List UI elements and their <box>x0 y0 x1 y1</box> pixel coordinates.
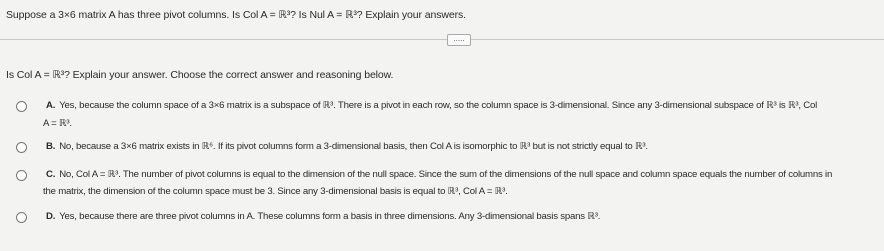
choice-b-letter: B. <box>46 141 56 152</box>
more-button[interactable]: ..... <box>447 34 471 46</box>
choice-a-text: Yes, because the column space of a 3×6 matrix is a subspace of ℝ³. There is a pivot in each row, so the column space is 3-dimensional. Since any 3-dimensional subspace of ℝ³ is ℝ³, Col <box>59 100 818 111</box>
choice-b-text: No, because a 3×6 matrix exists in ℝ⁶. If its pivot columns form a 3-dimensional basis, then Col A is isomorphic to ℝ³ but is not strictly equal to ℝ³. <box>59 141 648 152</box>
choice-a-letter: A. <box>46 100 56 111</box>
choice-c-text-cont: the matrix, the dimension of the column space must be 3. Since any 3-dimensional basis is equal to ℝ³, Col A = ℝ³. <box>43 186 508 197</box>
choice-c-letter: C. <box>46 169 56 180</box>
answer-prompt: Is Col A = ℝ³? Explain your answer. Choose the correct answer and reasoning below. <box>6 69 394 81</box>
divider <box>0 39 884 40</box>
choice-a-text-cont: A = ℝ³. <box>43 118 72 129</box>
choice-c-text: No, Col A = ℝ³. The number of pivot columns is equal to the dimension of the null space. Since the sum of the dimensions of the null space and column space equals the number of columns in <box>59 169 833 180</box>
choice-d-radio[interactable] <box>16 212 27 223</box>
choice-b-radio[interactable] <box>16 142 27 153</box>
choice-d-letter: D. <box>46 211 56 222</box>
question-text: Suppose a 3×6 matrix A has three pivot columns. Is Col A = ℝ³? Is Nul A = ℝ³? Explain your answers. <box>6 9 466 21</box>
choice-a-radio[interactable] <box>16 101 27 112</box>
choice-c-radio[interactable] <box>16 170 27 181</box>
choice-d-text: Yes, because there are three pivot columns in A. These columns form a basis in three dimensions. Any 3-dimensional basis spans ℝ³. <box>59 211 601 222</box>
